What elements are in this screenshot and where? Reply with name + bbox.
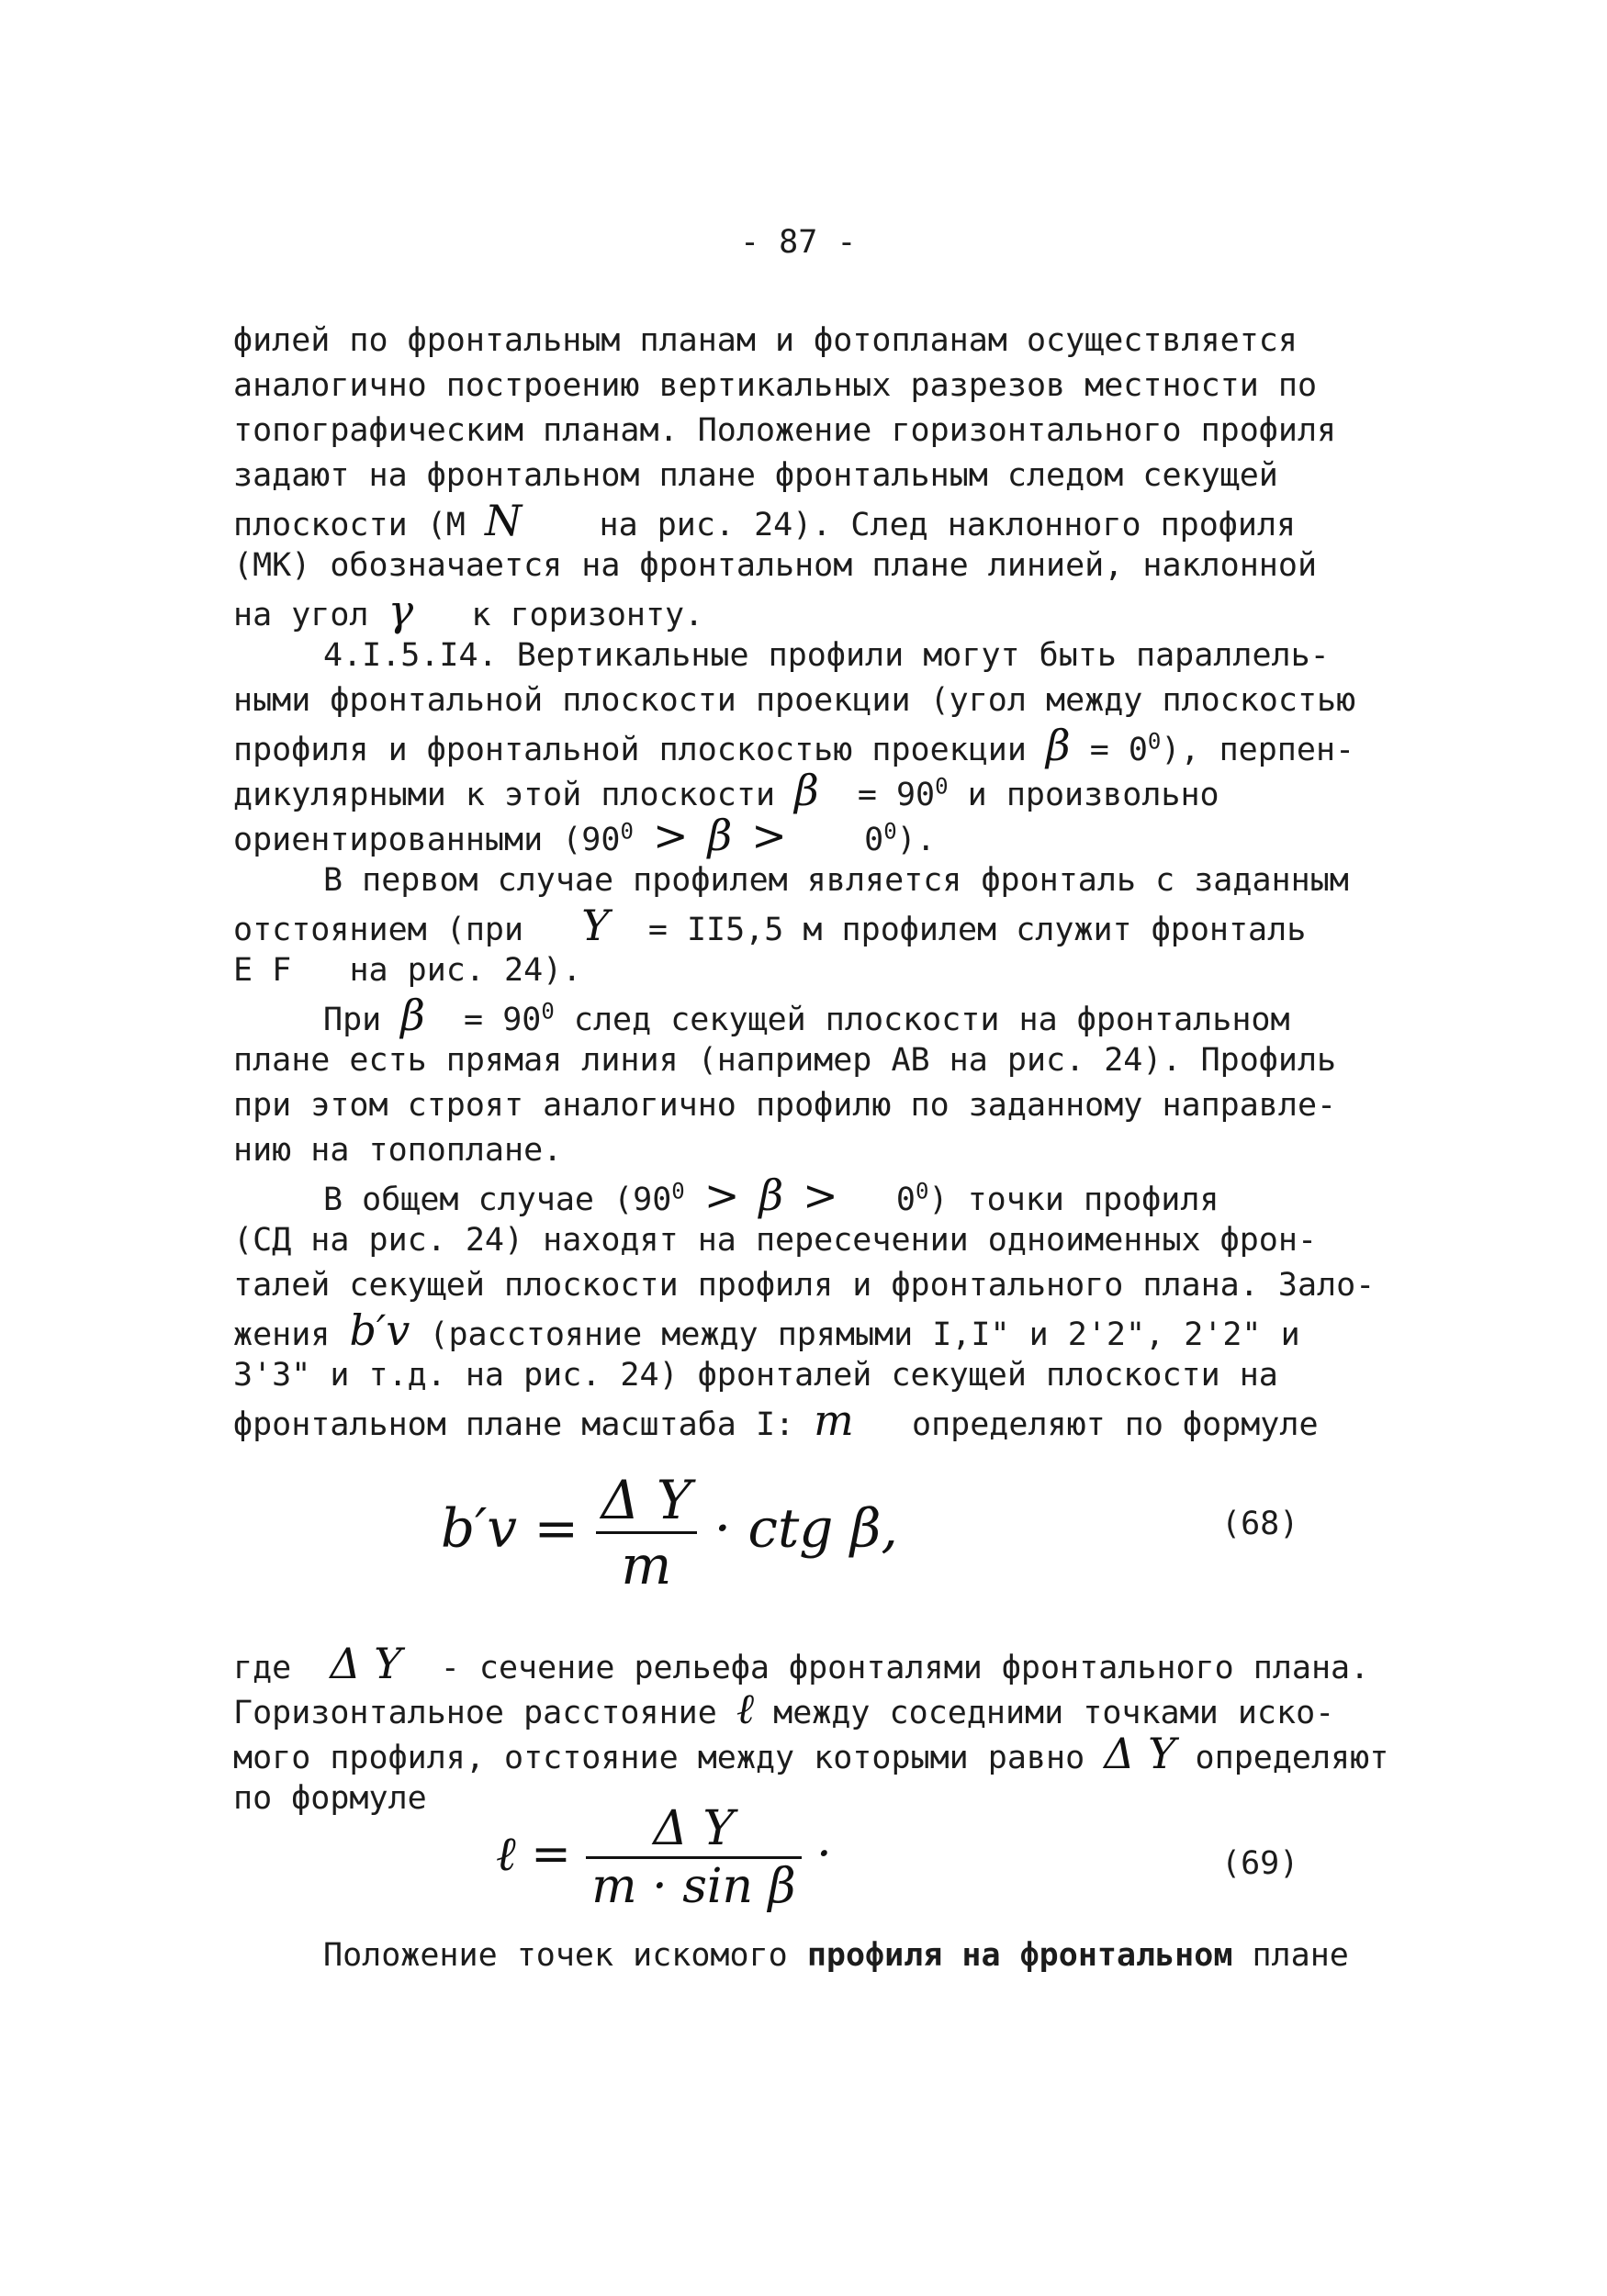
text-line: топографическим планам. Положение горизонтального профиля bbox=[233, 412, 1337, 449]
greater-than-sign: > bbox=[703, 1170, 740, 1220]
symbol-m: m bbox=[814, 1395, 854, 1445]
text-line: фронтальном плане масштаба I: m определяют по формуле bbox=[233, 1395, 1319, 1445]
formula-68-rhs: · ctg β, bbox=[714, 1496, 898, 1560]
text-line: где Δ Y - сечение рельефа фронталями фронтального плана. bbox=[233, 1639, 1370, 1688]
text-line: ными фронтальной плоскости проекции (угол между плоскостью bbox=[233, 682, 1356, 719]
formula-69-numerator: Δ Y bbox=[653, 1801, 735, 1856]
symbol-beta: β bbox=[400, 991, 425, 1040]
greater-than-sign: > bbox=[652, 811, 689, 860]
text-line: ориентированными ($90^0 > \beta$ > $0^0$). bbox=[233, 811, 936, 860]
symbol-beta: β bbox=[1046, 721, 1071, 770]
formula-69-denominator: m · sin β bbox=[586, 1856, 801, 1914]
symbol-delta-Y: Δ Y bbox=[1104, 1729, 1176, 1778]
symbol-gamma: γ bbox=[388, 586, 414, 635]
text-line: Е F на рис. 24). bbox=[233, 952, 582, 989]
symbol-N: N bbox=[484, 496, 523, 545]
symbol-beta: β bbox=[794, 766, 819, 815]
text-line: филей по фронтальным планам и фотопланам осуществляется bbox=[233, 322, 1298, 359]
text-line: талей секущей плоскости профиля и фронтального плана. Зало- bbox=[233, 1267, 1376, 1304]
text-line: на угол γ к горизонту. bbox=[233, 586, 704, 635]
formula-69-lhs: ℓ = bbox=[496, 1827, 571, 1882]
text-line: плане есть прямая линия (например АВ на рис. 24). Профиль bbox=[233, 1042, 1337, 1079]
text-line: профиля и фронтальной плоскостью проекции $\beta = 0^0$), перпен- bbox=[233, 721, 1355, 770]
symbol-Y: Y bbox=[581, 901, 610, 950]
formula-68-lhs: b′v = bbox=[441, 1496, 579, 1560]
symbol-beta: β bbox=[759, 1170, 784, 1220]
text-line: дикулярными к этой плоскости $\beta = 90^0$ и произвольно bbox=[233, 766, 1219, 815]
text-line: В общем случае ($90^0 > \beta$ > $0^0$) точки профиля bbox=[323, 1170, 1219, 1220]
text-line: отстоянием (при Y = II5,5 м профилем служит фронталь bbox=[233, 901, 1307, 950]
formula-68-denominator: m bbox=[596, 1531, 698, 1596]
formula-68-numerator: Δ Y bbox=[601, 1469, 692, 1531]
text-line: (МК) обозначается на фронтальном плане линией, наклонной bbox=[233, 547, 1318, 584]
symbol-l: ℓ bbox=[736, 1684, 755, 1733]
formula-68-label: (68) bbox=[1221, 1506, 1299, 1542]
symbol-b-v: b′v bbox=[349, 1305, 410, 1355]
text-line: при этом строят аналогично профилю по заданному направле- bbox=[233, 1087, 1337, 1124]
formula-68 bbox=[441, 1469, 898, 1596]
text-line: по формуле bbox=[233, 1780, 427, 1817]
text-line: (СД на рис. 24) находят на пересечении одноименных фрон- bbox=[233, 1222, 1318, 1259]
text-line: плоскости (М N на рис. 24). След наклонного профиля bbox=[233, 496, 1297, 545]
formula-69-rhs: · bbox=[816, 1827, 832, 1882]
greater-than-sign: > bbox=[751, 811, 787, 860]
text-line: нию на топоплане. bbox=[233, 1132, 563, 1169]
page-number: - 87 - bbox=[740, 224, 857, 261]
formula-69-label: (69) bbox=[1221, 1845, 1299, 1882]
symbol-delta-Y: Δ Y bbox=[330, 1639, 402, 1688]
text-line: 3'3" и т.д. на рис. 24) фронталей секущей плоскости на bbox=[233, 1357, 1278, 1394]
text-line: Положение точек искомого профиля на фронтальном плане bbox=[323, 1937, 1349, 1974]
symbol-beta: β bbox=[707, 811, 733, 860]
text-line: аналогично построению вертикальных разрезов местности по bbox=[233, 367, 1318, 404]
formula-69 bbox=[496, 1801, 832, 1914]
text-line: мого профиля, отстояние между которыми равно Δ Y определяют bbox=[233, 1729, 1389, 1778]
text-line: задают на фронтальном плане фронтальным следом секущей bbox=[233, 457, 1278, 494]
text-line: В первом случае профилем является фронталь с заданным bbox=[323, 862, 1349, 899]
text-line: При $\beta = 90^0$ след секущей плоскости на фронтальном bbox=[323, 991, 1290, 1040]
text-line: Горизонтальное расстояние ℓ между соседними точками иско- bbox=[233, 1684, 1335, 1733]
text-line: 4.I.5.I4. Вертикальные профили могут быть параллель- bbox=[323, 637, 1330, 674]
greater-than-sign: > bbox=[803, 1170, 838, 1220]
text-line: жения b′v (расстояние между прямыми I,I" и 2'2", 2'2" и bbox=[233, 1305, 1300, 1355]
